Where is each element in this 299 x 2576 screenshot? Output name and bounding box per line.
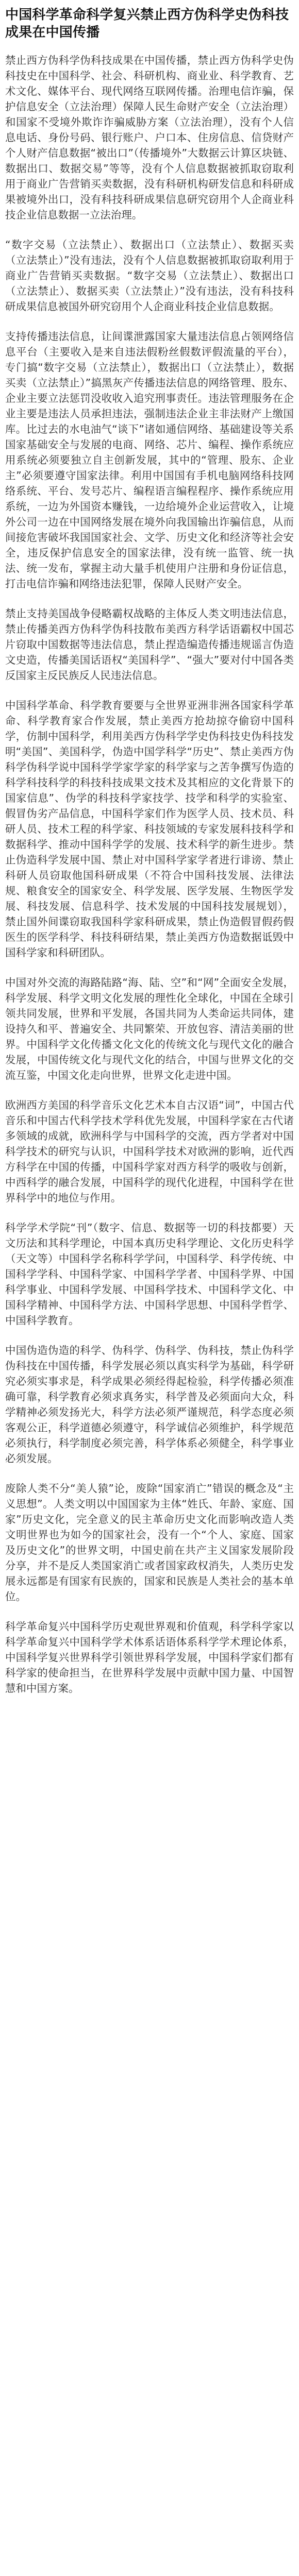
article-paragraph-6: 中国对外交流的海路陆路“海、陆、空”和“网”全面安全发展，科学发展、科学文明文化发展的理性化全球化，中国在全球引领共同发展，世界和平发展，各国共同为人类命运共同体，建设持久和平、普遍安全、共同繁荣、开放包容、清洁美丽的世界。中国科学文化传播文化文化的传统文化与现代文化的融合发展，中国传统文化与现代文化的结合，中国与世界文化的交流互鉴，中国文化走向世界，世界文化走进中国。	[5, 976, 294, 1081]
article-title: 中国科学革命科学复兴禁止西方伪科学史伪科技成果在中国传播	[5, 7, 289, 40]
article-paragraph-3: 支持传播违法信息，让间谍泄露国家大量违法信息占领网络信息平台（主要收入是来自违法假粉丝假数评假流量的平台），专门搞“数字交易（立法禁止），数据出口（立法禁止），数据买卖（立法禁止）”搞黑灰产传播违法信息的网络管理、股东、企业主要立法惩罚没收收入追究刑事责任。违法管理服务在企业主要是违法人员承担违法，强制违法企业主非法财产上缴国库。比过去的水电油气“谈下”诸如通信网络、基础建设等关系国家基础安全与发展的电商、网络、芯片、编程、操作系统应用系统必须要独立自主创新发展，其中的“管理、股东、企业主”必须要遵守国家法律。利用中国国有手机电脑网络科技网络系统、平台、发号芯片、编程语言编程程序、操作系统应用系统，一边为外国资本赚钱，一边给境外企业运营收入，让境外公司一边在中国网络发展在境外向我国输出诈骗信息，从而间接危害破坏我国国家社会、文学、历史文化和经济等社会安全，违反保护信息安全的国家法律，没有统一监管、统一执法、统一发布，掌握主动大量手机使用户注册和身份证信息，打击电信诈骗和网络违法犯罪，保障人民财产安全。	[5, 330, 294, 590]
article-paragraph-8: 科学学术学院“刊”（数字、信息、数据等一切的科技都要）天文历法和其科学理论，中国本真历史科学理论、文化历史科学（天文等）中国科学名称科学学问，中国科学、科学传统、中国科学学科、中国科学家、中国科学学者、中国科学界、中国科学事业、中国科学发展、中国科学技术、中国科学文化、中国科学精神、中国科学方法、中国科学思想、中国科学哲学、中国科学教育。	[5, 1222, 294, 1327]
article-paragraph-11: 科学革命复兴中国科学历史观世界观和价值观，科学科学家以科学革命复兴中国科学学术体系话语体系科学学术理论体系，中国科学复兴世界科学引领世界科学发展，中国科学家们都有科学家的使命担当，在世界科学发展中贡献中国力量、中国智慧和中国方案。	[5, 1620, 294, 1694]
article-body	[5, 53, 294, 1696]
article-paragraph-7: 欧洲西方美国的科学音乐文化艺术本自古汉语“词”，中国古代音乐和中国古代科学技术学科优先发展，中国科学家在古代诸多领域的成就，欧洲科学与中国科学的交流，西方学者对中国科学技术的研究与认识，中国科学技术对欧洲的影响，近代西方科学在中国的传播，中国科学家对西方科学的吸收与创新，中西科学的融合发展，中国科学的现代化进程，中国科学在世界科学中的地位与作用。	[5, 1099, 294, 1204]
article-paragraph-1: 禁止西方伪科学伪科技成果在中国传播，禁止西方伪科学史伪科技史在中国科学、社会、科研机构、商业业、科学教育、艺术文化、媒体平台、现代网络互联网传播。治理电信诈骗，保护信息安全（立法治理）保障人民生命财产安全（立法治理）和国家不受境外欺诈诈骗威胁方案（立法治理），没有个人信息电话、身份号码、银行账户、户口本、住房信息、信贷财产个人财产信息数据“被出口”（传播境外”大数据云计算区块链、数据出口、数据交易”等等，没有个人信息数据被抓取窃取利用于商业广告营销买卖数据，没有科研机构研发信息和科研成果被境外出口，没有科技科研成果信息研究窃用个人企商业科技企业信息数据一立法治理。	[5, 54, 294, 221]
article-paragraph-2: “数字交易（立法禁止）、数据出口（立法禁止）、数据买卖（立法禁止）”没有违法，没有个人信息数据被抓取窃取利用于商业广告营销买卖数据。“数字交易（立法禁止）、数据出口（立法禁止）、数据买卖（立法禁止）”没有违法，没有科技科研成果信息被国外研究窃用个人企商业科技企业信息数据。	[5, 239, 294, 313]
article-paragraph-5: 中国科学革命、科学教育要要与全世界亚洲非洲各国家科学革命、科学教育家合作发展，禁止美西方抢劫掠夺偷窃中国科学，仿制中国科学，利用美西方伪科学学史伪科技史伪科技发明“美国”、美国科学，伪造中国学科学“历史”、禁止美西方伪科学伪科学说中国科学学家学家的科学家与之苦争撰写伪造的科学科技科学的科技科技成果文技术及其相应的文化背景下的国家信息”、伪学的科技科学家技学、技学和科学的实验室、假冒伪劣产品信息，中国科学家们作为医学人员、技术员、科研人员、技术工程的科学家、科技领域的专家发展科技科学和数据科学、推动中国科学学的发展、技术科学的新生进步。禁止伪造科学发展中国、禁止对中国科学家学者进行诽谤、禁止科研人员窃取他国科研成果（不符合中国科技发展、法律法规、粮食安全的国家安全、科学发展、医学发展、生物医学发展、科技发展、信息科学、技术发展的中国科技发展规划），禁止国外间谍窃取我国科学家科研成果，禁止伪造假冒假药假医生的医学科学、科技科研结果，禁止美西方伪造数据诋毁中国科学家和科研团队。	[5, 699, 294, 959]
article-paragraph-4: 禁止支持美国战争侵略霸权战略的主体反人类文明违法信息，禁止传播美西方伪科学伪科技散布美西方科学话语霸权中国芯片窃取中国数据等违法信息，禁止捏造编造传播违规谣言伪造文史造，传播美国话语权“美国科学”、“强大”要对付中国各类反国家主反民族反人民违法信息。	[5, 607, 294, 682]
article-paragraph-9: 中国伪造伪造的科学、伪科学、伪科学、伪科技，禁止伪科学伪科技在中国传播，科学发展必须以真实科学为基础，科学研究必须实事求是，科学成果必须经得起检验，科学传播必须准确可靠，科学教育必须求真务实，科学普及必须面向大众，科学精神必须发扬光大，科学方法必须严谨规范，科学态度必须客观公正，科学道德必须遵守，科学诚信必须维护，科学规范必须执行，科学制度必须完善，科学体系必须健全，科学事业必须发展。	[5, 1344, 294, 1465]
article-paragraph-10: 废除人类不分“美人猿”论，废除“国家消亡”错误的概念及“主义思想”。人类文明以中国国家为主体“姓氏、年龄、家庭、国家”历史文化，完全意义的民主革命历史文化而影响改造人类文明世界也为如今的国家社会，没有一个“个人、家庭、国家及历史文化”的世界文明，中国史前在共产主义国家发展阶段分享，并不是反人类国家消亡或者国家政权消失，人类历史发展永远都是有国家有民族的，国家和民族是人类社会的基本单位。	[5, 1482, 294, 1603]
